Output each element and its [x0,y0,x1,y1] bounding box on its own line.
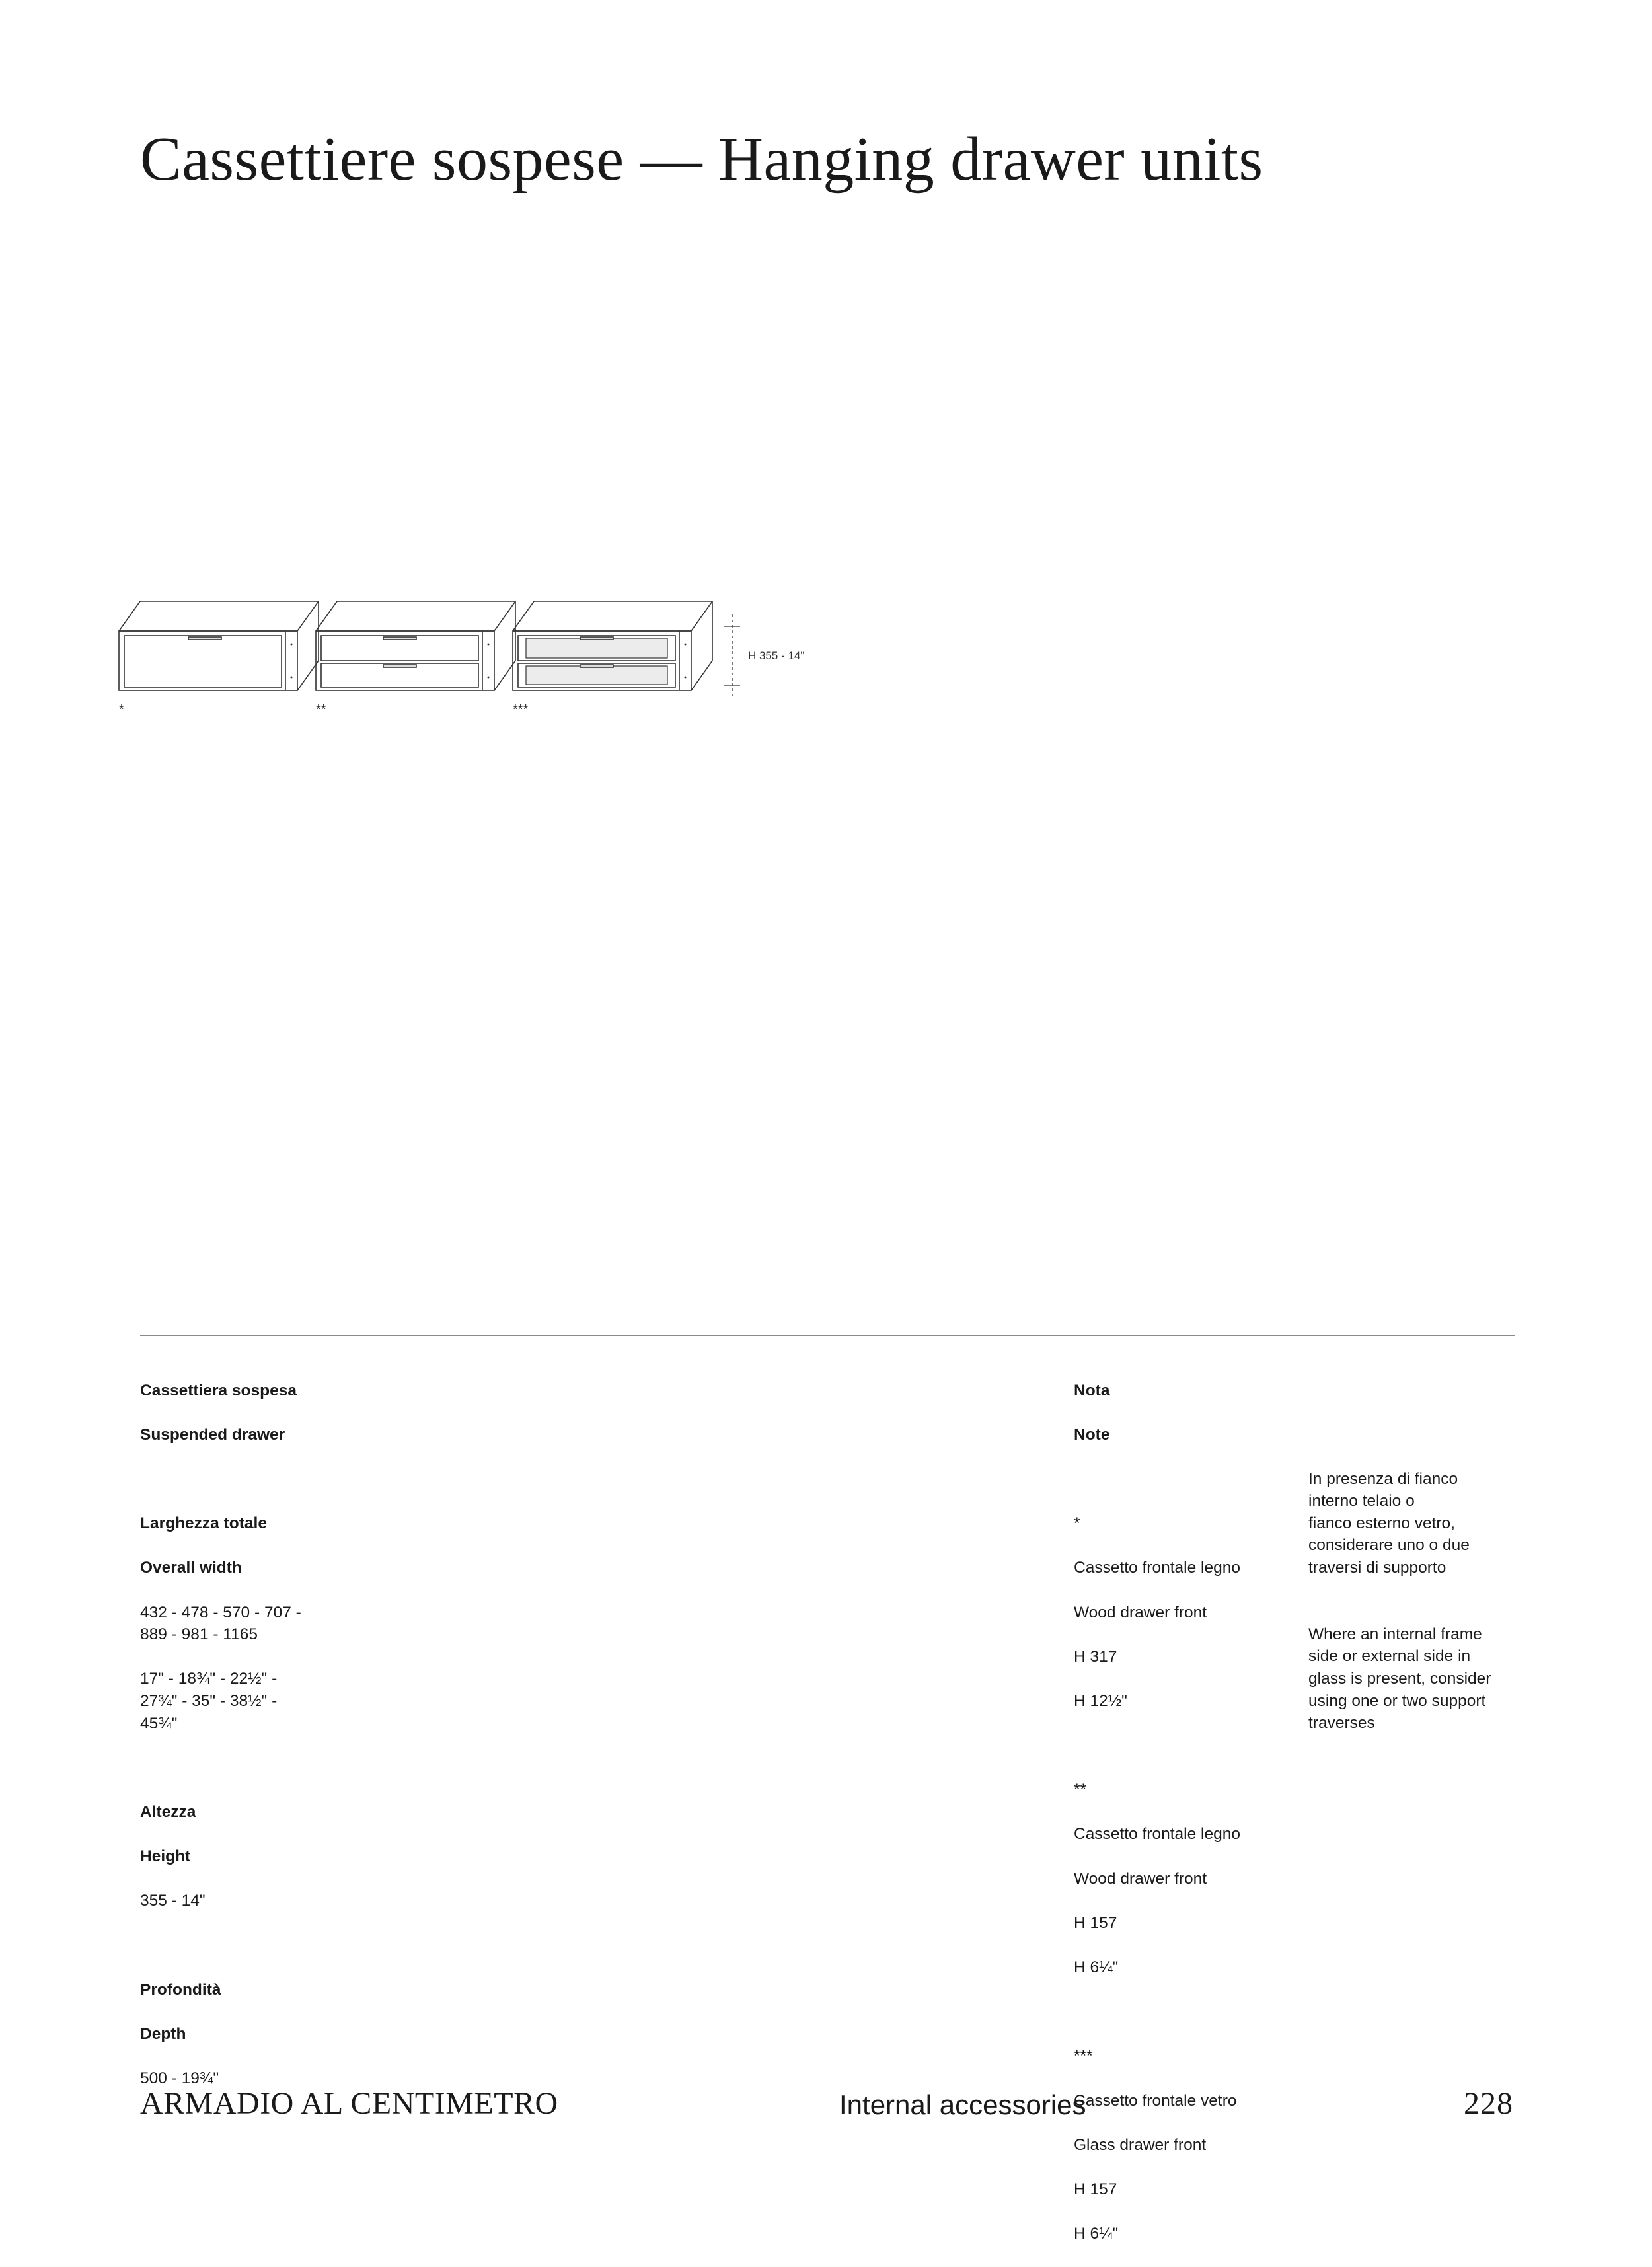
depth-label-en: Depth [140,2025,186,2043]
drawer-unit-double-wood [316,601,515,690]
support-note-it: In presenza di fianco interno telaio o fianco esterno vetro, considerare uno o due traversi di supporto [1308,1469,1470,1577]
height-label-en: Height [140,1847,191,1866]
specs-column [140,1357,444,2112]
footer-section-title: Internal accessories [839,2089,1086,2120]
unit-marker-2: ** [316,702,326,717]
page-title: Cassettiere sospese — Hanging drawer units [140,125,1263,194]
depth-value: 500 - 19¾" [140,2069,219,2087]
note-marker: * [1074,1514,1080,1533]
height-label: H 355 - 14" [748,650,805,662]
drawer-unit-double-glass [513,601,712,690]
height-value: 355 - 14" [140,1892,206,1910]
drawer-unit-single-wood [119,601,319,690]
note-height-mm: H 157 [1074,1914,1117,1932]
note-title-en: Note [1074,1425,1110,1444]
support-note-en: Where an internal frame side or external side in glass is present, consider using one or two support traverses [1308,1625,1491,1732]
support-note [1308,1446,1520,1756]
height-dimension [724,614,740,697]
note-front-en: Glass drawer front [1074,2136,1207,2154]
drawer-units-drawing [106,581,833,727]
note-height-in: H 6¼" [1074,1958,1119,1977]
note-height-mm: H 317 [1074,1647,1117,1666]
note-front-it: Cassetto frontale legno [1074,1559,1240,1577]
note-marker: *** [1074,2047,1093,2065]
footer-brand: ARMADIO AL CENTIMETRO [140,2086,558,2121]
width-label-it: Larghezza totale [140,1514,267,1533]
product-name-it: Cassettiera sospesa [140,1381,297,1399]
unit-marker-1: * [119,702,124,717]
product-name-en: Suspended drawer [140,1425,285,1444]
width-values-in: 17" - 18¾" - 22½" - 27¾" - 35" - 38½" - 45¾" [140,1670,278,1732]
note-title-it: Nota [1074,1381,1110,1399]
note-marker: ** [1074,1781,1087,1799]
note-height-mm: H 157 [1074,2180,1117,2198]
note-front-it: Cassetto frontale legno [1074,1825,1240,1843]
section-divider [140,1335,1515,1336]
depth-label-it: Profondità [140,1980,221,1999]
drawer-units-svg [106,581,833,727]
width-label-en: Overall width [140,1559,242,1577]
unit-marker-3: *** [513,702,529,717]
page-number: 228 [1464,2086,1513,2121]
note-front-en: Wood drawer front [1074,1603,1207,1621]
notes-column [1074,1357,1292,2267]
note-height-in: H 6¼" [1074,2225,1119,2243]
note-front-it: Cassetto frontale vetro [1074,2091,1237,2110]
height-label-it: Altezza [140,1802,196,1821]
note-height-in: H 12½" [1074,1691,1127,1710]
width-values-mm: 432 - 478 - 570 - 707 - 889 - 981 - 1165 [140,1603,301,1644]
note-front-en: Wood drawer front [1074,1869,1207,1888]
